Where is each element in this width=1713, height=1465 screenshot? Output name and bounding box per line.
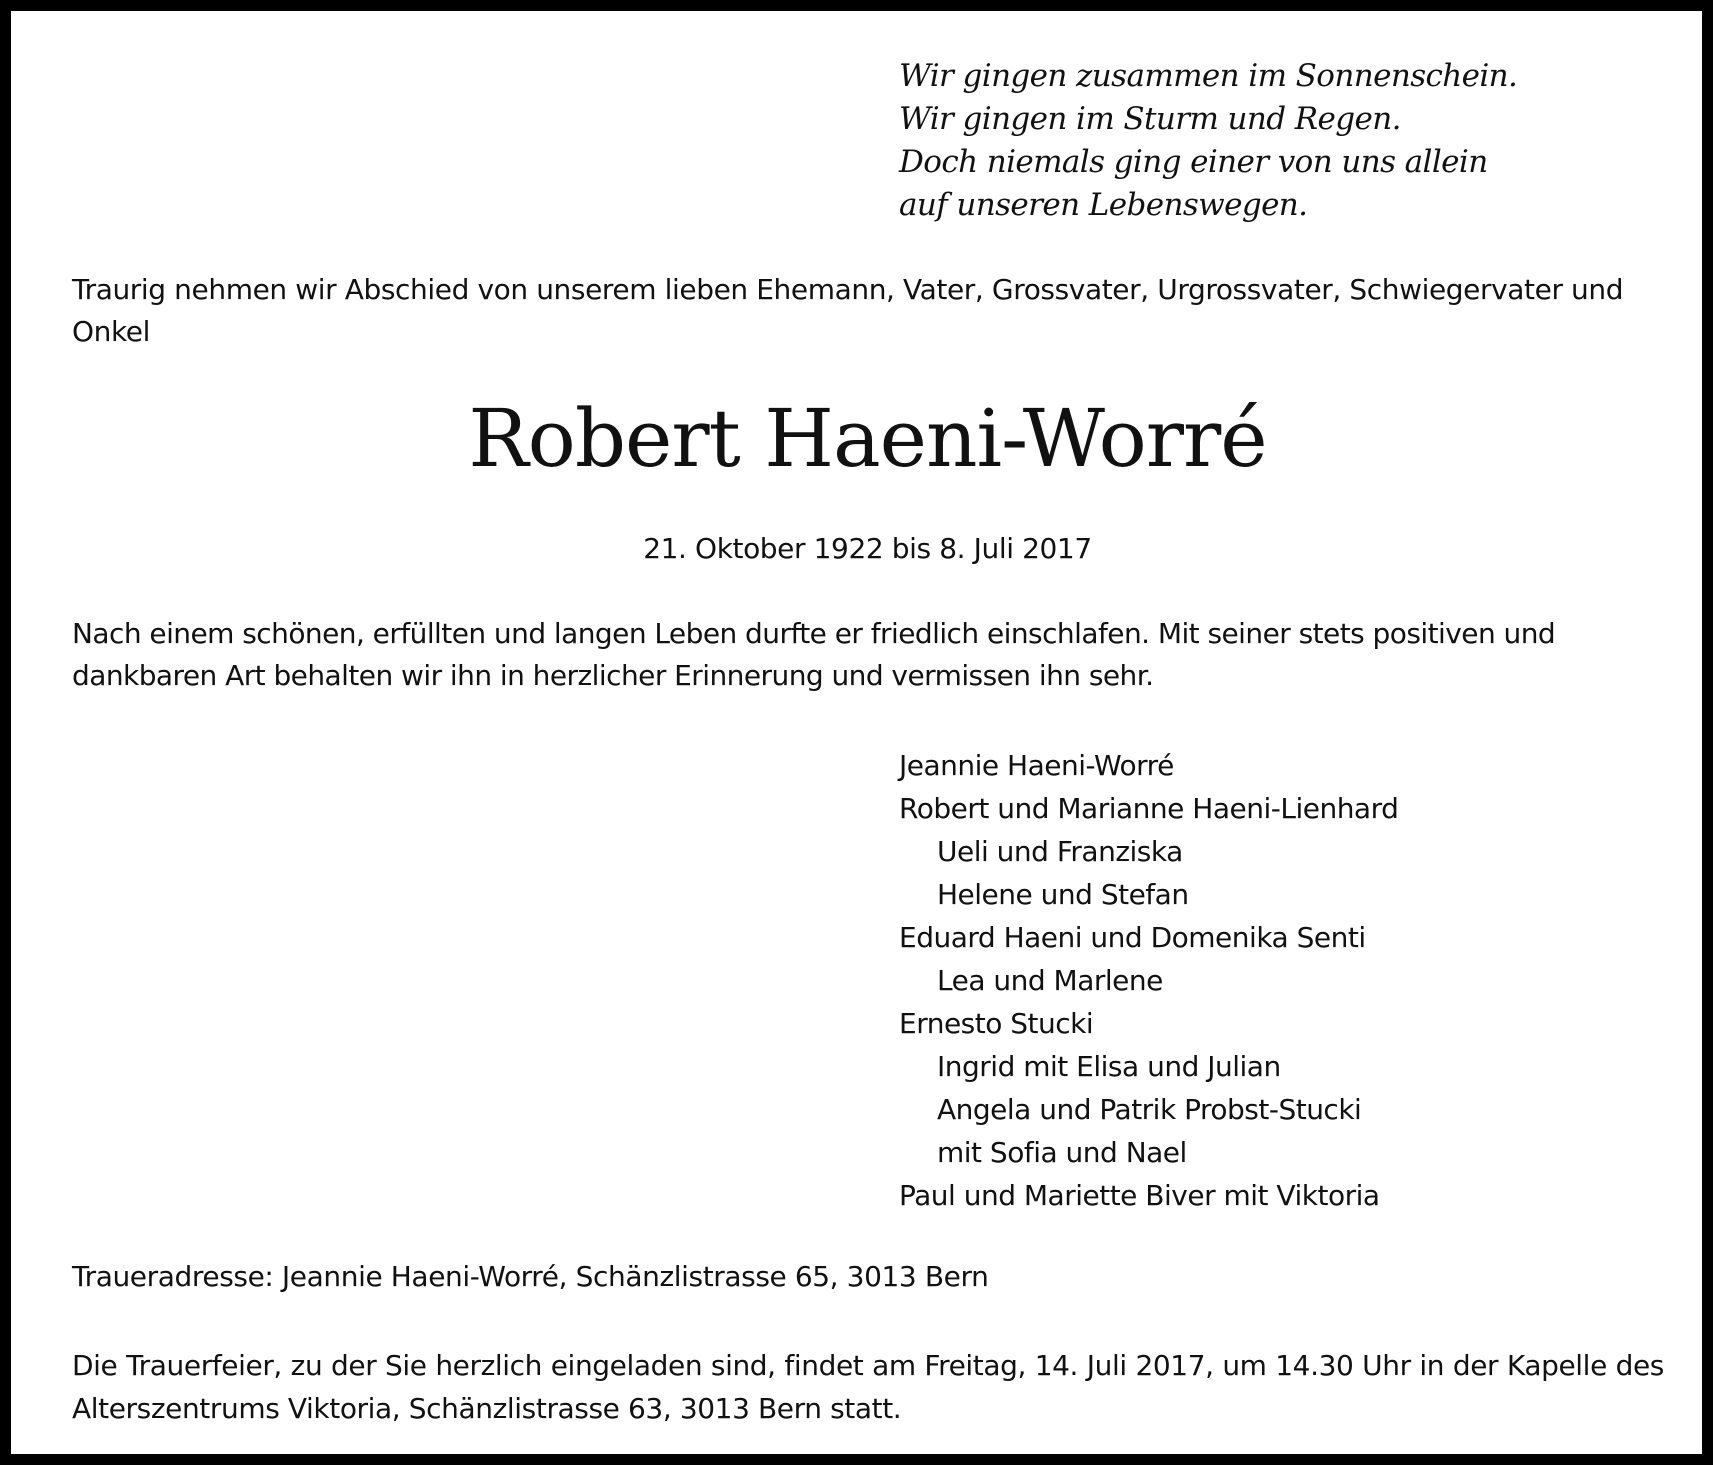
poem-line: Wir gingen im Sturm und Regen. xyxy=(899,101,1401,137)
family-member: Angela und Patrik Probst-Stucki xyxy=(937,1093,1362,1126)
deceased-name: Robert Haeni-Worré xyxy=(468,392,1267,485)
ceremony-text: Die Trauerfeier, zu der Sie herzlich eingeladen sind, findet am Freitag, 14. Juli 2017, um 14.30 Uhr in der Kapelle des Alterszentrums Viktoria, Schänzlistrasse 63, 3013 Bern statt. xyxy=(72,1349,1664,1425)
poem xyxy=(899,55,1517,227)
message-text: Nach einem schönen, erfüllten und langen Leben durfte er friedlich einschlafen. Mit seiner stets positiven und dankbaren Art behalten wir ihn in herzlicher Erinnerung und vermissen ihn sehr. xyxy=(72,617,1556,692)
family-member: Ernesto Stucki xyxy=(899,1007,1094,1040)
family-member: Lea und Marlene xyxy=(937,964,1163,997)
family-list xyxy=(899,744,1398,1217)
poem-line: auf unseren Lebenswegen. xyxy=(899,187,1308,223)
family-member: Paul und Mariette Biver mit Viktoria xyxy=(899,1179,1380,1212)
family-member: Ueli und Franziska xyxy=(937,835,1183,868)
family-member: Jeannie Haeni-Worré xyxy=(899,749,1174,782)
family-member: Ingrid mit Elisa und Julian xyxy=(937,1050,1281,1083)
poem-line: Doch niemals ging einer von uns allein xyxy=(899,144,1488,180)
intro-text: Traurig nehmen wir Abschied von unserem lieben Ehemann, Vater, Grossvater, Urgrossvater, Schwiegervater und Onkel xyxy=(72,273,1624,348)
family-member: Robert und Marianne Haeni-Lienhard xyxy=(899,792,1399,825)
family-member: mit Sofia und Nael xyxy=(937,1136,1187,1169)
mourning-address: Traueradresse: Jeannie Haeni-Worré, Schänzlistrasse 65, 3013 Bern xyxy=(72,1260,989,1293)
family-member: Helene und Stefan xyxy=(937,878,1189,911)
poem-line: Wir gingen zusammen im Sonnenschein. xyxy=(899,58,1518,94)
life-dates: 21. Oktober 1922 bis 8. Juli 2017 xyxy=(643,532,1092,565)
family-member: Eduard Haeni und Domenika Senti xyxy=(899,921,1366,954)
